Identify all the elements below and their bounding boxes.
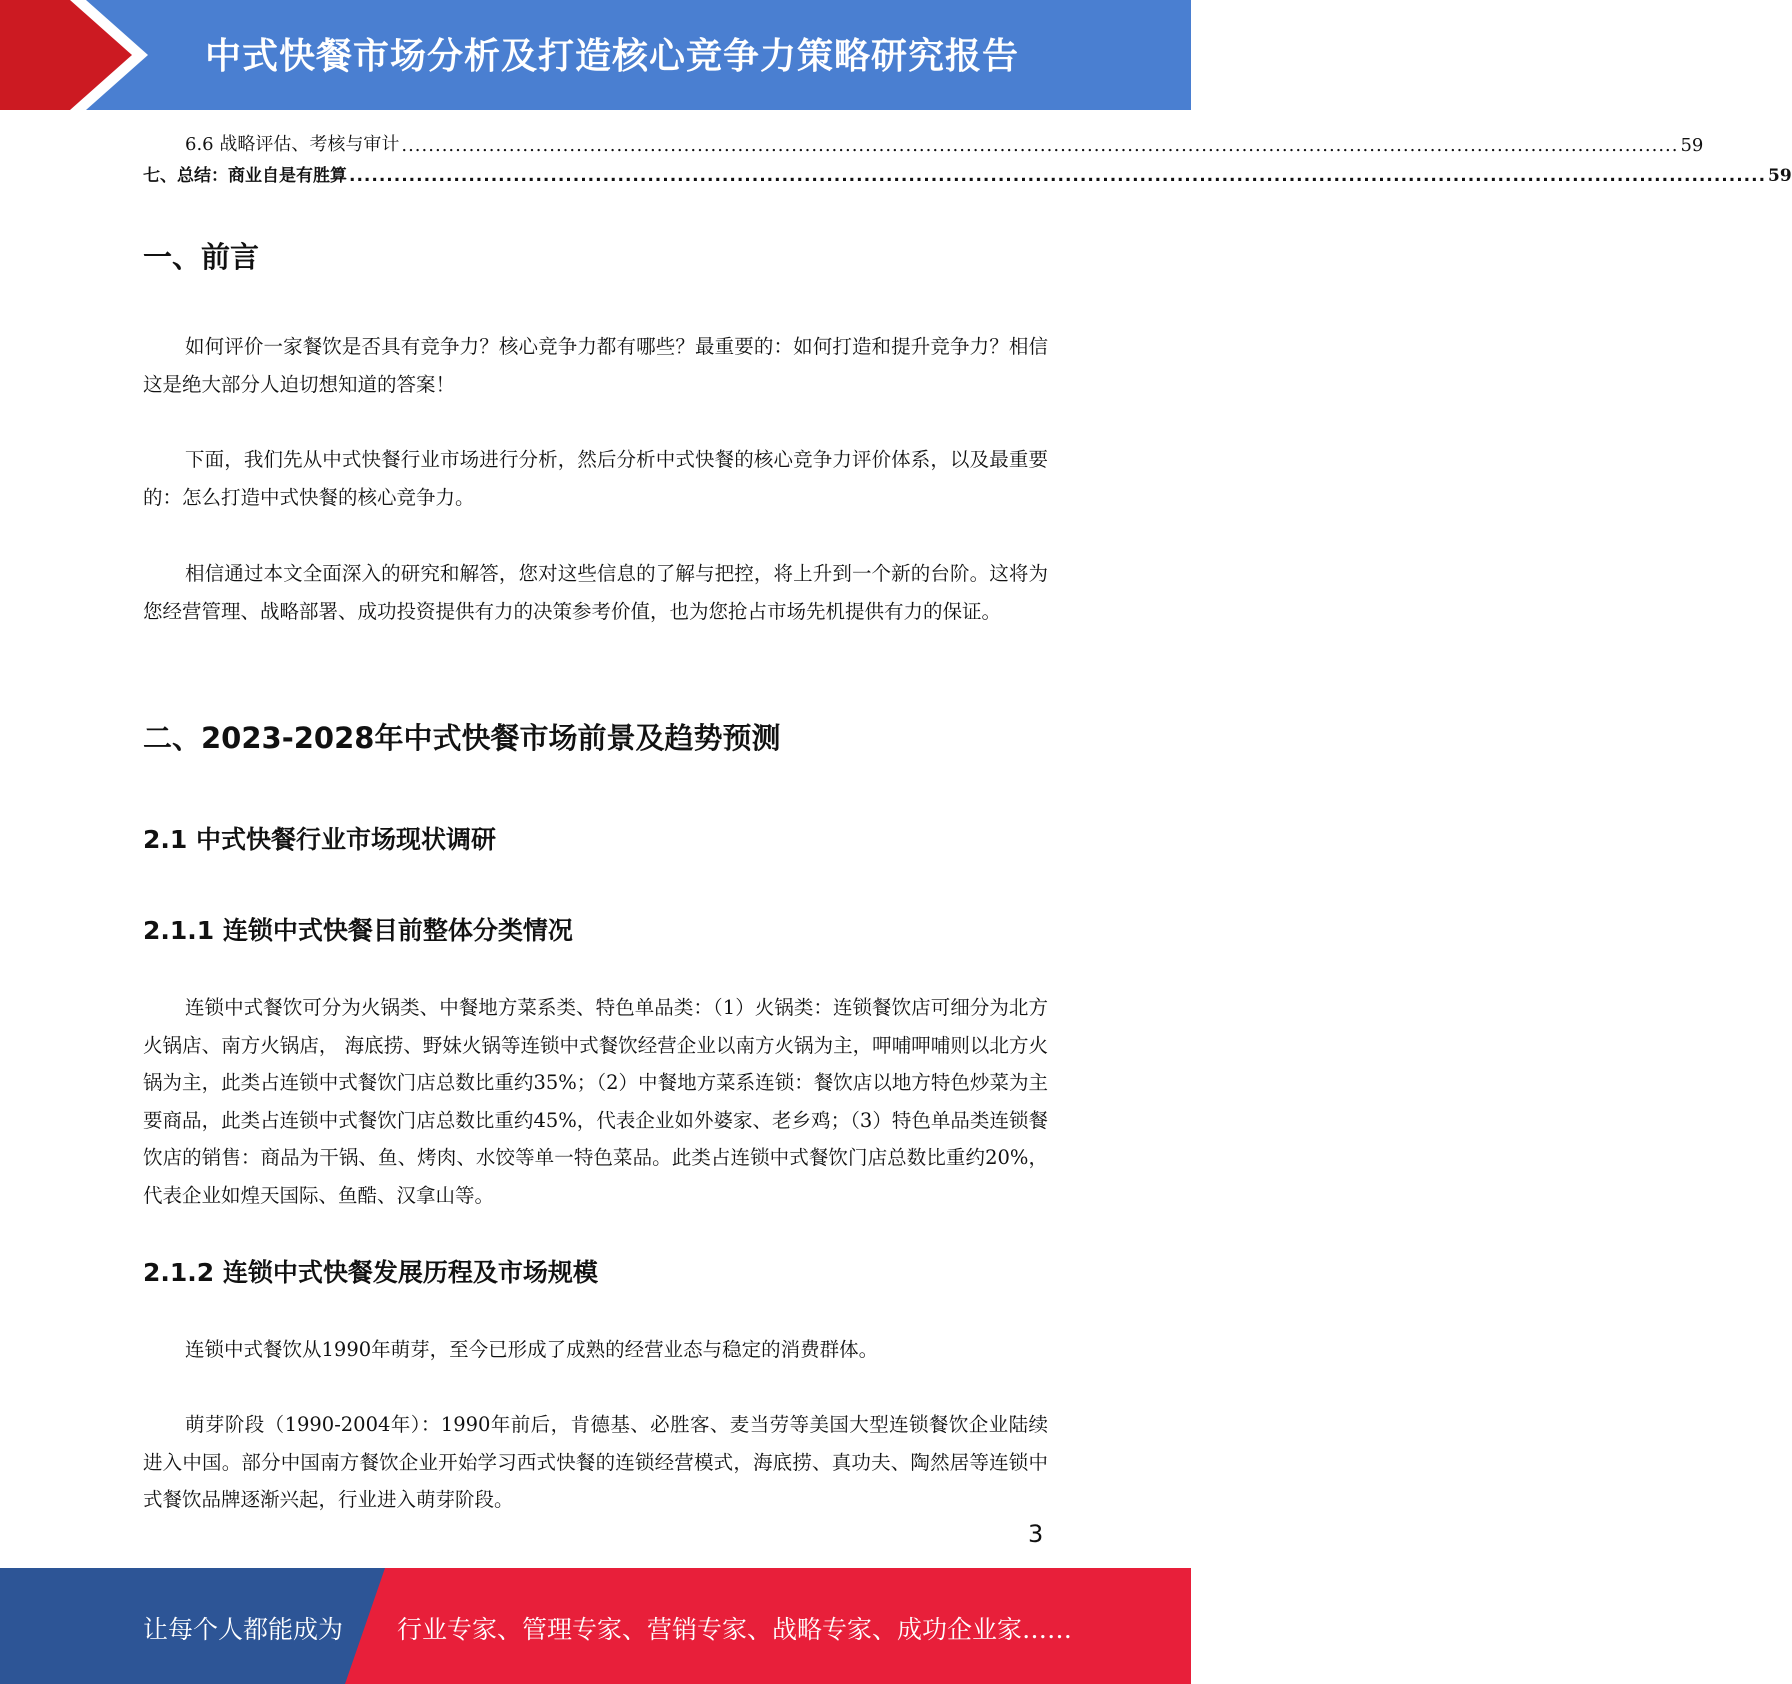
- paragraph: 相信通过本文全面深入的研究和解答，您对这些信息的了解与把控，将上升到一个新的台阶。这将为您经营管理、战略部署、成功投资提供有力的决策参考价值，也为您抢占市场先机提供有力的保证。: [143, 562, 1048, 623]
- subsection-heading: 2.1.2 连锁中式快餐发展历程及市场规模: [143, 1258, 598, 1287]
- section-heading: 一、前言: [143, 240, 260, 274]
- section-heading: 二、2023-2028年中式快餐市场前景及趋势预测: [143, 721, 781, 755]
- paragraph: 连锁中式餐饮从1990年萌芽，至今已形成了成熟的经营业态与稳定的消费群体。: [185, 1338, 879, 1361]
- toc-entry[interactable]: [143, 160, 1792, 186]
- page-number: 3: [1028, 1520, 1044, 1548]
- toc-leader-dots: ..............................................................................................................................................................................................: [349, 166, 1767, 186]
- paragraph: 连锁中式餐饮可分为火锅类、中餐地方菜系类、特色单品类：（1）火锅类：连锁餐饮店可细分为北方火锅店、南方火锅店， 海底捞、野妹火锅等连锁中式餐饮经营企业以南方火锅为主，呷哺呷哺则以北方火锅为主，此类占连锁中式餐饮门店总数比重约35%；（2）中餐地方菜系连锁：餐饮店以地方特色炒菜为主要商品，此类占连锁中式餐饮门店总数比重约45%，代表企业如外婆家、老乡鸡；（3）特色单品类连锁餐饮店的销售：商品为干锅、鱼、烤肉、水饺等单一特色菜品。此类占连锁中式餐饮门店总数比重约20%，代表企业如煌天国际、鱼酷、汉拿山等。: [143, 996, 1048, 1207]
- header-red-arrow: [0, 0, 148, 110]
- report-title: 中式快餐市场分析及打造核心竞争力策略研究报告: [205, 36, 1020, 77]
- page-footer: [0, 1568, 1191, 1684]
- toc-entry-label: 6.6 战略评估、考核与审计: [185, 134, 400, 155]
- page-header: [0, 0, 1191, 110]
- paragraph: 下面，我们先从中式快餐行业市场进行分析，然后分析中式快餐的核心竞争力评价体系，以及最重要的：怎么打造中式快餐的核心竞争力。: [143, 448, 1048, 509]
- toc-entry-page: 59: [1768, 166, 1792, 186]
- toc-entry-label: 七、总结：商业自是有胜算: [143, 166, 347, 186]
- toc-entry-page: 59: [1680, 135, 1704, 156]
- paragraph: 如何评价一家餐饮是否具有竞争力？核心竞争力都有哪些？最重要的：如何打造和提升竞争力？相信这是绝大部分人迫切想知道的答案！: [143, 335, 1048, 396]
- subsection-heading: 2.1 中式快餐行业市场现状调研: [143, 825, 496, 854]
- toc-entry[interactable]: [143, 130, 1704, 156]
- footer-slogan-right: 行业专家、管理专家、营销专家、战略专家、成功企业家……: [397, 1615, 1073, 1644]
- subsection-heading: 2.1.1 连锁中式快餐目前整体分类情况: [143, 916, 573, 945]
- paragraph: 萌芽阶段（1990-2004年）：1990年前后，肯德基、必胜客、麦当劳等美国大型连锁餐饮企业陆续进入中国。部分中国南方餐饮企业开始学习西式快餐的连锁经营模式，海底捞、真功夫、陶然居等连锁中式餐饮品牌逐渐兴起，行业进入萌芽阶段。: [143, 1413, 1048, 1511]
- toc-leader-dots: ..............................................................................................................................................................................................: [401, 135, 1679, 156]
- footer-slogan-left: 让每个人都能成为: [143, 1615, 344, 1644]
